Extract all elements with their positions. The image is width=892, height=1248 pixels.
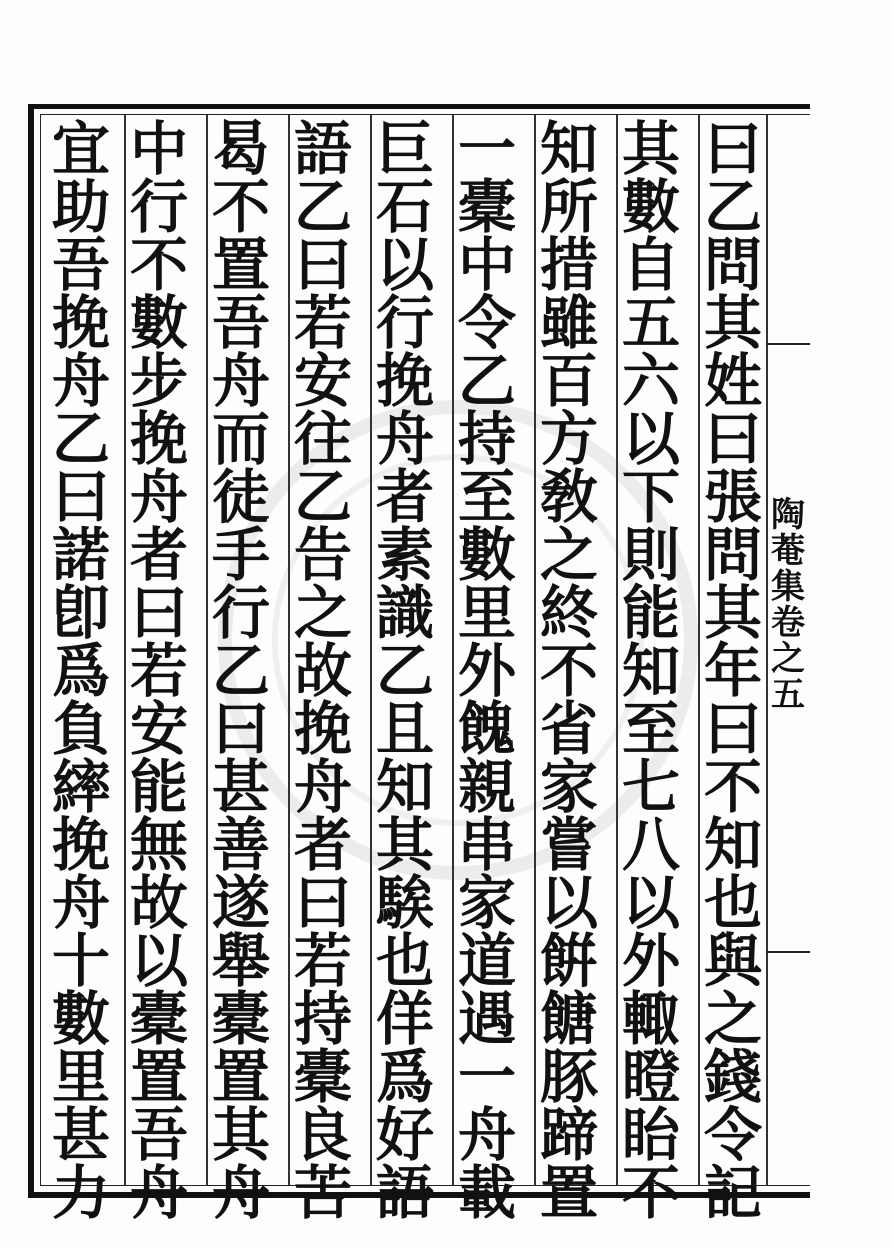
text-glyph: 串 [457,811,516,879]
text-glyph: 省 [539,695,598,763]
title-char: 卷 [771,603,805,644]
text-glyph: 乙 [457,347,516,415]
text-glyph: 不 [539,637,598,705]
text-glyph: 問 [703,231,762,299]
text-glyph: 宜 [51,115,110,183]
text-glyph: 故 [129,869,188,937]
text-glyph: 舉 [211,927,270,995]
text-glyph: 諾 [51,521,110,589]
text-glyph: 措 [539,231,598,299]
text-glyph: 佯 [375,985,434,1053]
text-glyph: 其 [703,579,762,647]
text-glyph: 之 [293,579,352,647]
text-glyph: 挽 [51,289,110,357]
text-column [700,115,766,1227]
text-glyph: 道 [457,927,516,995]
text-glyph: 雖 [539,289,598,357]
text-glyph: 其 [621,115,680,183]
text-glyph: 挽 [375,347,434,415]
text-glyph: 告 [293,521,352,589]
text-glyph: 餹 [539,985,598,1053]
text-glyph: 知 [621,637,680,705]
text-glyph: 且 [375,695,434,763]
text-column [454,115,520,1227]
text-glyph: 吾 [211,289,270,357]
text-glyph: 瞪 [621,1043,680,1111]
text-glyph: 卽 [51,579,110,647]
text-glyph: 置 [539,1159,598,1227]
text-glyph: 十 [51,927,110,995]
text-glyph: 終 [539,579,598,647]
text-glyph: 數 [51,985,110,1053]
text-glyph: 也 [703,869,762,937]
text-glyph: 外 [457,637,516,705]
text-glyph: 令 [703,1101,762,1169]
title-char: 五 [771,675,805,716]
text-glyph: 以 [375,231,434,299]
text-glyph: 張 [703,463,762,531]
text-glyph: 乙 [51,405,110,473]
text-glyph: 不 [703,753,762,821]
text-glyph: 八 [621,811,680,879]
text-glyph: 置 [211,1043,270,1111]
text-glyph: 家 [457,869,516,937]
text-glyph: 其 [375,811,434,879]
text-glyph: 語 [293,115,352,183]
text-glyph: 數 [129,289,188,357]
text-glyph: 曰 [293,869,352,937]
text-glyph: 與 [703,927,762,995]
text-glyph: 石 [375,173,434,241]
text-glyph: 所 [539,173,598,241]
text-glyph: 持 [293,985,352,1053]
text-glyph: 至 [621,695,680,763]
text-glyph: 知 [375,753,434,821]
text-glyph: 無 [129,811,188,879]
text-glyph: 良 [293,1101,352,1169]
text-glyph: 蹄 [539,1101,598,1169]
text-glyph: 吾 [129,1101,188,1169]
text-glyph: 故 [293,637,352,705]
text-glyph: 曰 [211,695,270,763]
title-char: 集 [771,567,805,608]
text-glyph: 橐 [457,173,516,241]
text-glyph: 安 [129,695,188,763]
text-glyph: 中 [129,115,188,183]
text-glyph: 令 [457,289,516,357]
text-column [536,115,602,1227]
text-glyph: 而 [211,405,270,473]
text-glyph: 以 [621,869,680,937]
text-glyph: 者 [129,521,188,589]
text-glyph: 置 [211,231,270,299]
text-glyph: 能 [621,579,680,647]
text-glyph: 置 [129,1043,188,1111]
fold-margin-strip [766,115,810,1185]
text-glyph: 舟 [211,347,270,415]
text-glyph: 吾 [51,231,110,299]
text-glyph: 苦 [293,1159,352,1227]
text-glyph: 持 [457,405,516,473]
text-glyph: 好 [375,1101,434,1169]
text-glyph: 不 [621,1159,680,1227]
text-glyph: 挽 [129,405,188,473]
text-glyph: 曰 [703,695,762,763]
text-glyph: 以 [621,405,680,473]
text-glyph: 不 [129,231,188,299]
text-glyph: 安 [293,347,352,415]
text-glyph: 舟 [129,463,188,531]
text-glyph: 善 [211,811,270,879]
text-glyph: 能 [129,753,188,821]
text-glyph: 輙 [621,985,680,1053]
text-glyph: 數 [621,173,680,241]
text-glyph: 敎 [539,463,598,531]
text-glyph: 里 [51,1043,110,1111]
text-glyph: 若 [293,927,352,995]
text-glyph: 之 [703,985,762,1053]
text-glyph: 舟 [211,1159,270,1227]
text-glyph: 舟 [129,1159,188,1227]
text-glyph: 手 [211,521,270,589]
text-column [372,115,438,1227]
text-glyph: 姓 [703,347,762,415]
text-glyph: 助 [51,173,110,241]
text-glyph: 親 [457,753,516,821]
text-glyph: 挽 [51,811,110,879]
text-glyph: 乙 [703,173,762,241]
text-glyph: 以 [129,927,188,995]
title-char: 菴 [771,531,805,572]
text-glyph: 步 [129,347,188,415]
text-glyph: 若 [129,637,188,705]
text-glyph: 也 [375,927,434,995]
text-glyph: 至 [457,463,516,531]
text-glyph: 力 [51,1159,110,1227]
text-glyph: 下 [621,463,680,531]
text-glyph: 錢 [703,1043,762,1111]
text-glyph: 舟 [51,347,110,415]
text-glyph: 遂 [211,869,270,937]
text-glyph: 甚 [211,753,270,821]
text-glyph: 舟 [457,1101,516,1169]
text-glyph: 其 [211,1101,270,1169]
text-glyph: 若 [293,289,352,357]
text-glyph: 嘗 [539,811,598,879]
text-glyph: 行 [211,579,270,647]
title-char: 陶 [771,495,805,535]
text-glyph: 餽 [457,695,516,763]
text-glyph: 不 [211,173,270,241]
text-column [126,115,192,1227]
fold-divider [766,951,810,953]
text-glyph: 六 [621,347,680,415]
text-glyph: 里 [457,579,516,647]
book-title-vertical [766,495,810,716]
text-glyph: 一 [457,1043,516,1111]
text-glyph: 素 [375,521,434,589]
text-column [208,115,274,1227]
text-glyph: 方 [539,405,598,473]
text-glyph: 行 [129,173,188,241]
text-glyph: 中 [457,231,516,299]
text-glyph: 年 [703,637,762,705]
text-glyph: 曰 [129,579,188,647]
text-glyph: 七 [621,753,680,821]
text-column [618,115,684,1227]
text-glyph: 橐 [293,1043,352,1111]
text-glyph: 以 [539,869,598,937]
text-glyph: 自 [621,231,680,299]
title-char: 之 [771,639,805,680]
text-glyph: 巨 [375,115,434,183]
text-glyph: 乙 [293,463,352,531]
text-glyph: 繂 [51,753,110,821]
text-glyph: 識 [375,579,434,647]
text-glyph: 餠 [539,927,598,995]
text-glyph: 挽 [293,695,352,763]
text-glyph: 其 [703,289,762,357]
text-glyph: 爲 [375,1043,434,1111]
text-glyph: 橐 [211,985,270,1053]
text-glyph: 舟 [293,753,352,821]
text-glyph: 徒 [211,463,270,531]
text-glyph: 爲 [51,637,110,705]
text-glyph: 記 [703,1159,762,1227]
text-glyph: 者 [375,463,434,531]
text-glyph: 之 [539,521,598,589]
text-glyph: 知 [703,811,762,879]
text-column [48,115,114,1227]
text-glyph: 行 [375,289,434,357]
text-glyph: 問 [703,521,762,589]
text-glyph: 負 [51,695,110,763]
text-glyph: 曷 [211,115,270,183]
text-glyph: 甚 [51,1101,110,1169]
text-glyph: 家 [539,753,598,821]
text-glyph: 曰 [293,231,352,299]
text-glyph: 曰 [703,115,762,183]
text-glyph: 百 [539,347,598,415]
text-glyph: 曰 [703,405,762,473]
text-glyph: 一 [457,115,516,183]
text-column [290,115,356,1227]
text-glyph: 眙 [621,1101,680,1169]
text-glyph: 五 [621,289,680,357]
text-glyph: 者 [293,811,352,879]
text-glyph: 豚 [539,1043,598,1111]
text-glyph: 橐 [129,985,188,1053]
text-glyph: 知 [539,115,598,183]
text-glyph: 遇 [457,985,516,1053]
text-glyph: 騃 [375,869,434,937]
text-glyph: 載 [457,1159,516,1227]
text-glyph: 曰 [51,463,110,531]
text-glyph: 舟 [375,405,434,473]
text-glyph: 舟 [51,869,110,937]
fold-divider [766,343,810,345]
text-glyph: 數 [457,521,516,589]
text-glyph: 乙 [293,173,352,241]
text-glyph: 乙 [375,637,434,705]
text-glyph: 則 [621,521,680,589]
text-glyph: 乙 [211,637,270,705]
text-glyph: 往 [293,405,352,473]
text-glyph: 語 [375,1159,434,1227]
text-glyph: 外 [621,927,680,995]
